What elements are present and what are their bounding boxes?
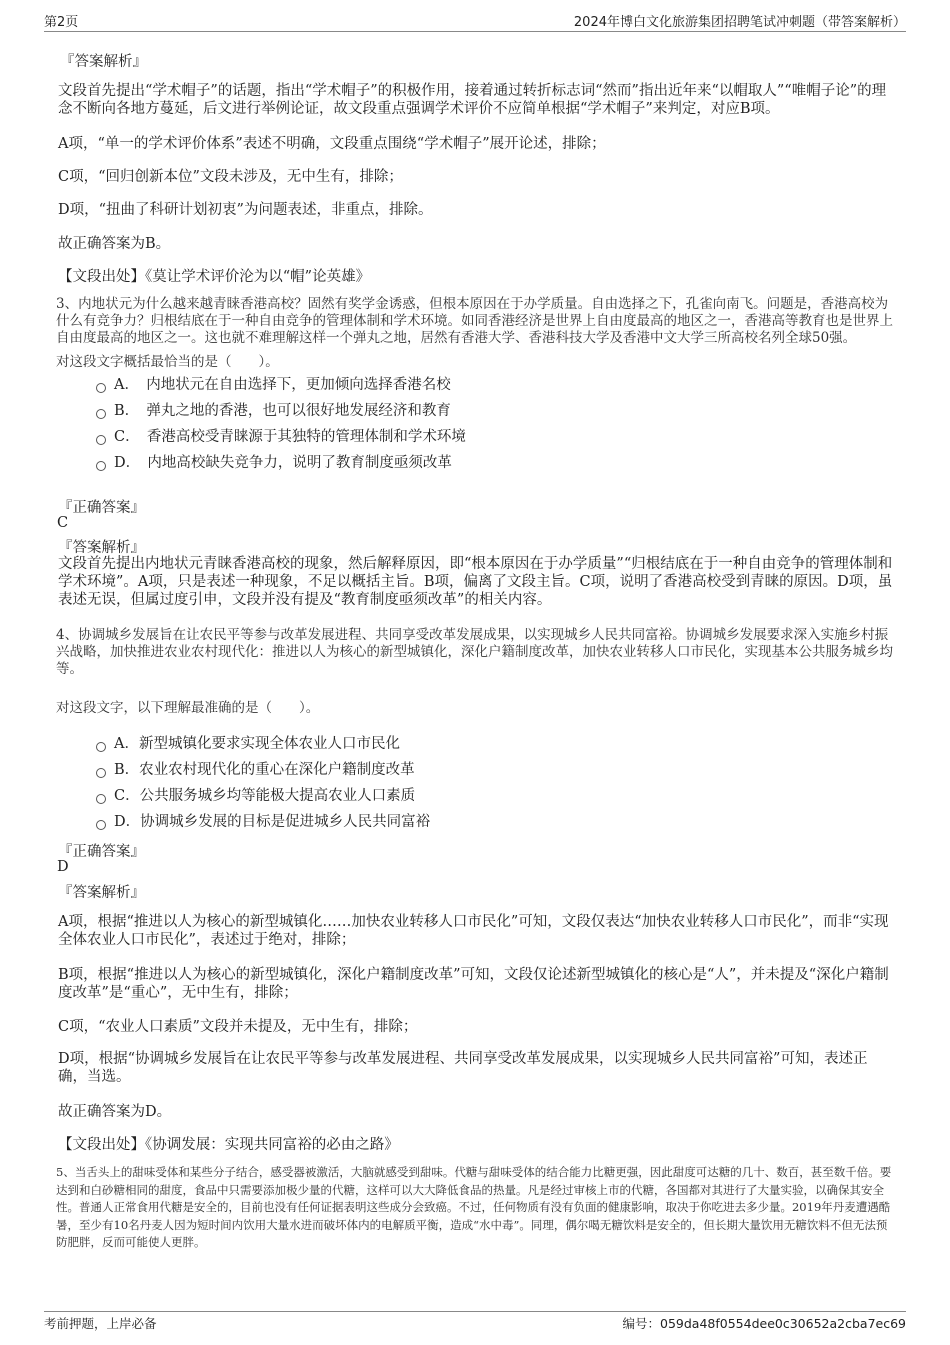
- passage-source: 【文段出处】《莫让学术评价沦为以“帽”论英雄》: [58, 269, 371, 285]
- radio-icon[interactable]: [96, 768, 106, 778]
- answer-conclusion: 故正确答案为B。: [58, 236, 171, 252]
- analysis-option-d: D项，根据“协调城乡发展旨在让农民平等参与改革发展进程、共同享受改革发展成果，以实现城乡人民共同富裕”可知，表述正确，当选。: [58, 1051, 868, 1085]
- option-d[interactable]: D． 内地高校缺失竞争力，说明了教育制度亟须改革: [96, 454, 656, 474]
- option-d[interactable]: D．协调城乡发展的目标是促进城乡人民共同富裕: [96, 813, 656, 833]
- analysis-paragraph: 文段首先提出“学术帽子”的话题，指出“学术帽子”的积极作用，接着通过转折标志词“然而”指出近年来“以帽取人”“唯帽子论”的理念不断向各地方蔓延，后文进行举例论证，故文段重点强调学术评价不应简单根据“学术帽子”来判定，对应B项。: [58, 83, 887, 117]
- option-c[interactable]: C．公共服务城乡均等能极大提高农业人口素质: [96, 787, 656, 807]
- analysis-option-c: C项，“农业人口素质”文段并未提及，无中生有，排除；: [58, 1019, 418, 1035]
- passage-source: 【文段出处】《协调发展：实现共同富裕的必由之路》: [58, 1137, 399, 1153]
- analysis-label: 『答案解析』: [58, 540, 145, 556]
- footer-divider: [44, 1311, 906, 1312]
- question-stem: 4、协调城乡发展旨在让农民平等参与改革发展进程、共同享受改革发展成果，以实现城乡人民共同富裕。协调城乡发展要求深入实施乡村振兴战略，加快推进农业农村现代化：推进以人为核心的新型城镇化，深化户籍制度改革，加快农业转移人口市民化，实现基本公共服务城乡均等。: [56, 627, 893, 677]
- radio-icon[interactable]: [96, 742, 106, 752]
- question-prompt: 对这段文字概括最恰当的是（ ）。: [56, 354, 279, 370]
- radio-icon[interactable]: [96, 794, 106, 804]
- option-c[interactable]: C． 香港高校受青睐源于其独特的管理体制和学术环境: [96, 428, 656, 448]
- radio-icon[interactable]: [96, 820, 106, 830]
- header-divider: [44, 31, 906, 32]
- question-prompt: 对这段文字，以下理解最准确的是（ ）。: [56, 700, 320, 716]
- page-number: 第2页: [44, 15, 79, 30]
- analysis-option-b: B项，根据“推进以人为核心的新型城镇化，深化户籍制度改革”可知，文段仅论述新型城镇化的核心是“人”，并未提及“深化户籍制度改革”是“重心”，无中生有，排除；: [58, 967, 889, 1001]
- question-stem: 5、当舌头上的甜味受体和某些分子结合，感受器被激活，大脑就感受到甜味。代糖与甜味受体的结合能力比糖更强，因此甜度可达糖的几十、数百，甚至数千倍。要达到和白砂糖相同的甜度，食品中只需要添加极少量的代糖，这样可以大大降低食品的热量。凡是经过审核上市的代糖，各国都对其进行了大量实验，以确保其安全性。普通人正常食用代糖是安全的，目前也没有任何证据表明这些成分会致癌。不过，任何物质有没有负面的健康影响，取决于你吃进去多少量。2019年丹麦遭遇酷暑，至少有10名丹麦人因为短时间内饮用大量水进而破坏体内的电解质平衡，造成“水中毒”。同理，偶尔喝无糖饮料是安全的，但长期大量饮用无糖饮料不但无法预防肥胖，反而可能使人更胖。: [56, 1165, 892, 1249]
- radio-icon[interactable]: [96, 435, 106, 445]
- option-a[interactable]: A． 内地状元在自由选择下，更加倾向选择香港名校: [96, 376, 656, 396]
- analysis-option-c: C项，“回归创新本位”文段未涉及，无中生有，排除；: [58, 169, 403, 185]
- radio-icon[interactable]: [96, 461, 106, 471]
- correct-answer: D: [57, 859, 69, 875]
- analysis-option-d: D项，“扭曲了科研计划初衷”为问题表述，非重点，排除。: [58, 202, 433, 218]
- option-list: [96, 376, 696, 476]
- analysis-label: 『答案解析』: [58, 885, 145, 901]
- option-b[interactable]: B． 弹丸之地的香港，也可以很好地发展经济和教育: [96, 402, 656, 422]
- question-stem: 3、内地状元为什么越来越青睐香港高校？固然有奖学金诱惑，但根本原因在于办学质量。自由选择之下，孔雀向南飞。问题是，香港高校为什么有竞争力？归根结底在于一种自由竞争的管理体制和学术环境。如同香港经济是世界上自由度最高的地区之一，香港高等教育也是世界上自由度最高的地区之一。这也就不难理解这样一个弹丸之地，居然有香港大学、香港科技大学及香港中文大学三所高校名列全球50强。: [56, 296, 893, 346]
- analysis-option-a: A项，根据“推进以人为核心的新型城镇化……加快农业转移人口市民化”可知，文段仅表达“加快农业转移人口市民化”，而非“实现全体农业人口市民化”，表述过于绝对，排除；: [58, 914, 889, 948]
- radio-icon[interactable]: [96, 383, 106, 393]
- footer-slogan: 考前押题，上岸必备: [44, 1316, 157, 1331]
- option-a[interactable]: A．新型城镇化要求实现全体农业人口市民化: [96, 735, 656, 755]
- analysis-label: 『答案解析』: [60, 54, 147, 70]
- radio-icon[interactable]: [96, 409, 106, 419]
- document-id: 编号：059da48f0554dee0c30652a2cba7ec69: [622, 1316, 906, 1331]
- option-list: [96, 735, 696, 835]
- correct-answer-label: 『正确答案』: [58, 844, 145, 860]
- correct-answer: C: [57, 515, 69, 531]
- document-title: 2024年博白文化旅游集团招聘笔试冲刺题（带答案解析）: [573, 15, 906, 30]
- analysis-option-a: A项，“单一的学术评价体系”表述不明确，文段重点围绕“学术帽子”展开论述，排除；: [58, 136, 606, 152]
- answer-conclusion: 故正确答案为D。: [58, 1104, 172, 1120]
- analysis-paragraph: 文段首先提出内地状元青睐香港高校的现象，然后解释原因，即“根本原因在于办学质量”“归根结底在于一种自由竞争的管理体制和学术环境”。A项，只是表述一种现象，不足以概括主旨。B项，偏离了文段主旨。C项，说明了香港高校受到青睐的原因。D项，虽表述无误，但属过度引申，文段并没有提及“教育制度亟须改革”的相关内容。: [58, 556, 893, 608]
- option-b[interactable]: B．农业农村现代化的重心在深化户籍制度改革: [96, 761, 656, 781]
- correct-answer-label: 『正确答案』: [58, 500, 145, 516]
